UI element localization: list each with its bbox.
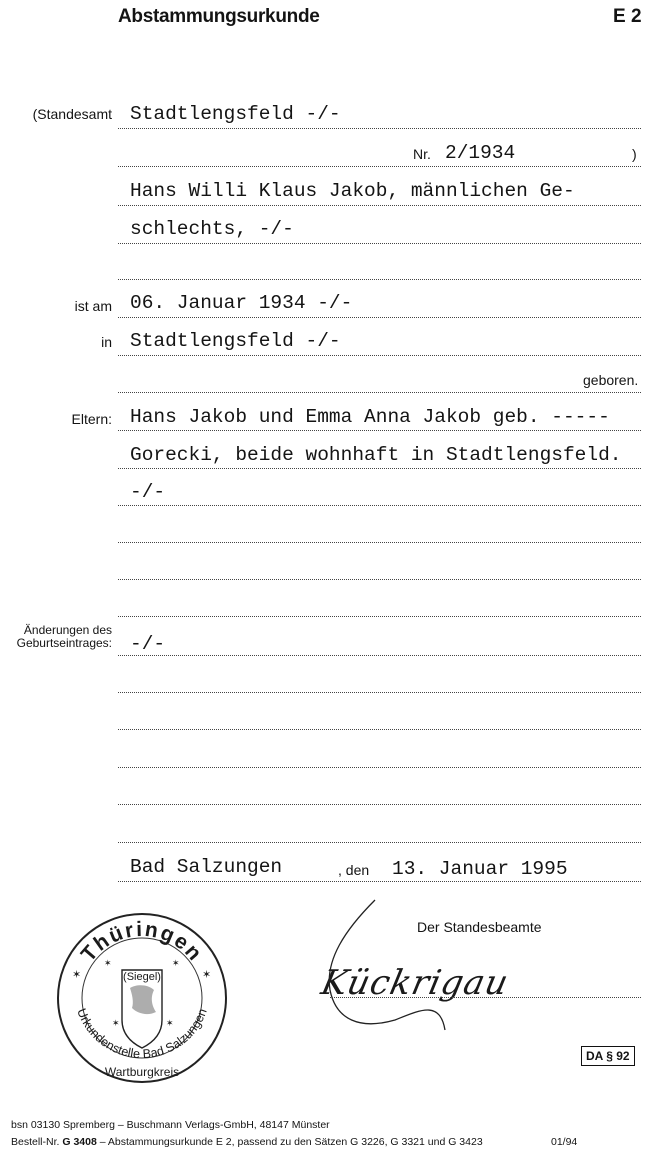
da-reference-box: DA § 92 xyxy=(581,1046,635,1066)
label-in: in xyxy=(101,334,112,350)
footer-order-number: G 3408 xyxy=(62,1136,97,1148)
seal-top-text: Thüringen xyxy=(76,917,208,967)
form-code: E 2 xyxy=(613,6,642,27)
entry-nr: 2/1934 xyxy=(445,142,516,164)
label-nr: Nr. xyxy=(413,146,431,162)
label-den: , den xyxy=(338,862,370,878)
svg-text:✶: ✶ xyxy=(202,969,212,981)
svg-text:Thüringen xyxy=(77,918,207,966)
svg-text:✶: ✶ xyxy=(112,1018,120,1028)
seal-stamp xyxy=(52,908,232,1088)
footer-line2 xyxy=(11,1136,483,1148)
label-standesbeamte: Der Standesbeamte xyxy=(417,919,542,935)
entry-birth-date: 06. Januar 1934 -/- xyxy=(130,292,353,314)
entry-issue-date: 13. Januar 1995 xyxy=(392,858,568,880)
entry-parents-line2: Gorecki, beide wohnhaft in Stadtlengsfeld. xyxy=(130,444,622,466)
seal-ring-text: Urkundenstelle Bad Salzungen xyxy=(74,1006,210,1062)
label-close-paren: ) xyxy=(632,146,637,162)
seal-center-text: (Siegel) xyxy=(123,971,161,983)
label-eltern: Eltern: xyxy=(71,411,112,427)
dotted-rule xyxy=(330,997,641,998)
entry-standesamt: Stadtlengsfeld -/- xyxy=(130,103,341,125)
label-aenderungen-line1: Änderungen des xyxy=(23,623,112,637)
svg-text:✶: ✶ xyxy=(72,969,82,981)
label-aenderungen-line2: Geburtseintrages: xyxy=(16,636,112,650)
footer-order-label: Bestell-Nr. xyxy=(11,1136,60,1148)
footer-edition: 01/94 xyxy=(551,1136,578,1148)
entry-parents-line3: -/- xyxy=(130,481,166,503)
label-ist-am: ist am xyxy=(74,298,112,314)
entry-birth-place: Stadtlengsfeld -/- xyxy=(130,330,341,352)
signature: Kückrigau xyxy=(317,963,513,1003)
seal-bottom-text: Wartburgkreis xyxy=(104,1065,180,1079)
entry-parents-line1: Hans Jakob und Emma Anna Jakob geb. ----- xyxy=(130,406,610,428)
document-title: Abstammungsurkunde xyxy=(118,6,320,27)
footer-description: – Abstammungsurkunde E 2, passend zu den Sätzen G 3226, G 3321 und G 3423 xyxy=(99,1136,483,1148)
svg-text:✶: ✶ xyxy=(172,958,180,968)
svg-text:Urkundenstelle Bad Salzungen xyxy=(74,1007,210,1062)
svg-text:✶: ✶ xyxy=(104,958,112,968)
entry-name-line2: schlechts, -/- xyxy=(130,218,294,240)
label-standesamt: (Standesamt xyxy=(32,106,112,122)
label-geboren: geboren. xyxy=(583,372,639,388)
entry-name-line1: Hans Willi Klaus Jakob, männlichen Ge- xyxy=(130,180,575,202)
entry-issue-place: Bad Salzungen xyxy=(130,856,283,878)
svg-text:✶: ✶ xyxy=(166,1018,174,1028)
footer-line1: bsn 03130 Spremberg – Buschmann Verlags-GmbH, 48147 Münster xyxy=(11,1119,330,1131)
entry-changes: -/- xyxy=(130,633,166,655)
